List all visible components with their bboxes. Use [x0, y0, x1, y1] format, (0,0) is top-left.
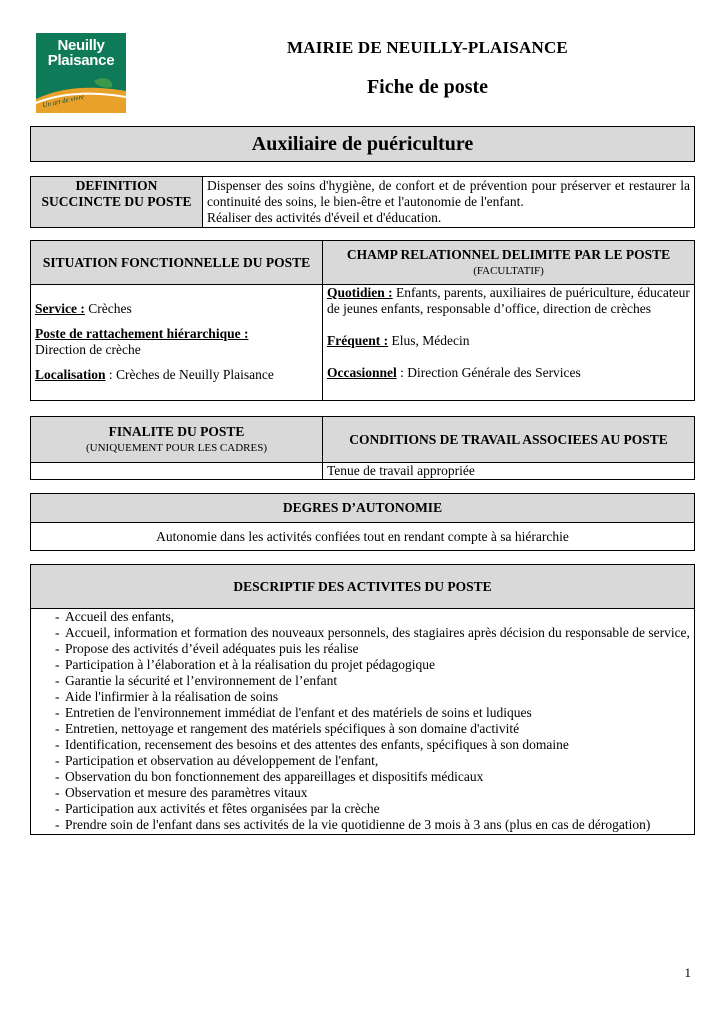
situation-header: SITUATION FONCTIONNELLE DU POSTE: [31, 241, 323, 285]
activites-header: DESCRIPTIF DES ACTIVITES DU POSTE: [31, 565, 695, 609]
document-type: Fiche de poste: [366, 76, 489, 98]
definition-table: [30, 176, 695, 228]
activity-item: - Observation du bon fonctionnement des appareillages et dispositifs médicaux: [65, 769, 690, 785]
champ-header-subtitle: (FACULTATIF): [473, 264, 544, 277]
conditions-header: CONDITIONS DE TRAVAIL ASSOCIEES AU POSTE: [323, 417, 695, 463]
activites-content: [31, 609, 695, 835]
localisation-value: : Crèches de Neuilly Plaisance: [105, 367, 274, 382]
activity-item: - Observation et mesure des paramètres vitaux: [65, 785, 690, 801]
logo-line2: Plaisance: [47, 52, 115, 69]
logo-tagline: Un art de vivre: [41, 92, 85, 110]
activity-item: - Entretien de l'environnement immédiat de l'enfant et des matériels de soins et ludiques: [65, 705, 690, 721]
quotidien-line: [327, 285, 690, 317]
frequent-label: Fréquent :: [327, 333, 389, 348]
conditions-value: Tenue de travail appropriée: [323, 463, 695, 480]
activity-item: - Garantie la sécurité et l’environnement de l’enfant: [65, 673, 690, 689]
service-line: [35, 301, 318, 317]
activity-item: - Propose des activités d’éveil adéquates puis les réalise: [65, 641, 690, 657]
occasionnel-label: Occasionnel: [327, 365, 397, 380]
activity-item: - Participation et observation au développement de l'enfant,: [65, 753, 690, 769]
situation-table: [30, 240, 695, 401]
activity-item: - Accueil, information et formation des nouveaux personnels, des stagiaires après décision du responsable de service,: [65, 625, 690, 641]
organization-title: MAIRIE DE NEUILLY-PLAISANCE: [287, 38, 568, 57]
activites-table: [30, 564, 695, 835]
finalite-subtitle: (UNIQUEMENT POUR LES CADRES): [86, 441, 267, 454]
occasionnel-line: [327, 365, 690, 381]
champ-content: [323, 285, 695, 401]
definition-line-2: Réaliser des activités d'éveil et d'éducation.: [207, 210, 442, 225]
service-label: Service :: [35, 301, 85, 316]
quotidien-value: Enfants, parents, auxiliaires de puériculture, éducateur de jeunes enfants, responsable d’office, direction de crèches: [327, 285, 690, 316]
frequent-value: Elus, Médecin: [388, 333, 470, 348]
city-logo: [36, 33, 126, 113]
occasionnel-value: : Direction Générale des Services: [396, 365, 581, 380]
finalite-value: [31, 463, 323, 480]
logo-name: [36, 38, 126, 68]
finalite-header: [31, 417, 323, 463]
finalite-title: FINALITE DU POSTE: [108, 423, 245, 439]
situation-content: [31, 285, 323, 401]
definition-line-1: Dispenser des soins d'hygiène, de confort et de prévention pour préserver et restaurer la continuité des soins, le bien-être et l'autonomie de l'enfant.: [207, 178, 690, 209]
service-value: Crèches: [84, 301, 132, 316]
activity-list: [35, 609, 690, 833]
definition-text: [203, 177, 695, 228]
localisation-label: Localisation: [35, 367, 106, 382]
rattachement-label-text: Poste de rattachement hiérarchique :: [35, 326, 249, 341]
page-number: 1: [684, 965, 691, 980]
rattachement-value: Direction de crèche: [35, 342, 141, 357]
activity-item: - Identification, recensement des besoins et des attentes des enfants, spécifiques à son domaine: [65, 737, 690, 753]
rattachement-label: [35, 326, 318, 342]
champ-header: [323, 241, 695, 285]
champ-header-title: CHAMP RELATIONNEL DELIMITE PAR LE POSTE: [346, 246, 671, 262]
job-title: Auxiliaire de puériculture: [30, 126, 695, 162]
autonomie-value: Autonomie dans les activités confiées tout en rendant compte à sa hiérarchie: [31, 523, 695, 551]
frequent-line: [327, 333, 690, 349]
finalite-table: [30, 416, 695, 480]
logo-line1: Neuilly: [57, 37, 105, 54]
activity-item: - Aide l'infirmier à la réalisation de soins: [65, 689, 690, 705]
autonomie-header: DEGRES D’AUTONOMIE: [31, 494, 695, 523]
autonomie-table: [30, 493, 695, 551]
activity-item: - Accueil des enfants,: [65, 609, 690, 625]
localisation-line: [35, 367, 318, 383]
quotidien-label: Quotidien :: [327, 285, 393, 300]
activity-item: - Entretien, nettoyage et rangement des matériels spécifiques à son domaine d'activité: [65, 721, 690, 737]
activity-item: - Participation aux activités et fêtes organisées par la crèche: [65, 801, 690, 817]
activity-item: - Participation à l’élaboration et à la réalisation du projet pédagogique: [65, 657, 690, 673]
definition-label: DEFINITION SUCCINCTE DU POSTE: [31, 177, 203, 228]
activity-item: - Prendre soin de l'enfant dans ses activités de la vie quotidienne de 3 mois à 3 ans (plus en cas de dérogation): [65, 817, 690, 833]
